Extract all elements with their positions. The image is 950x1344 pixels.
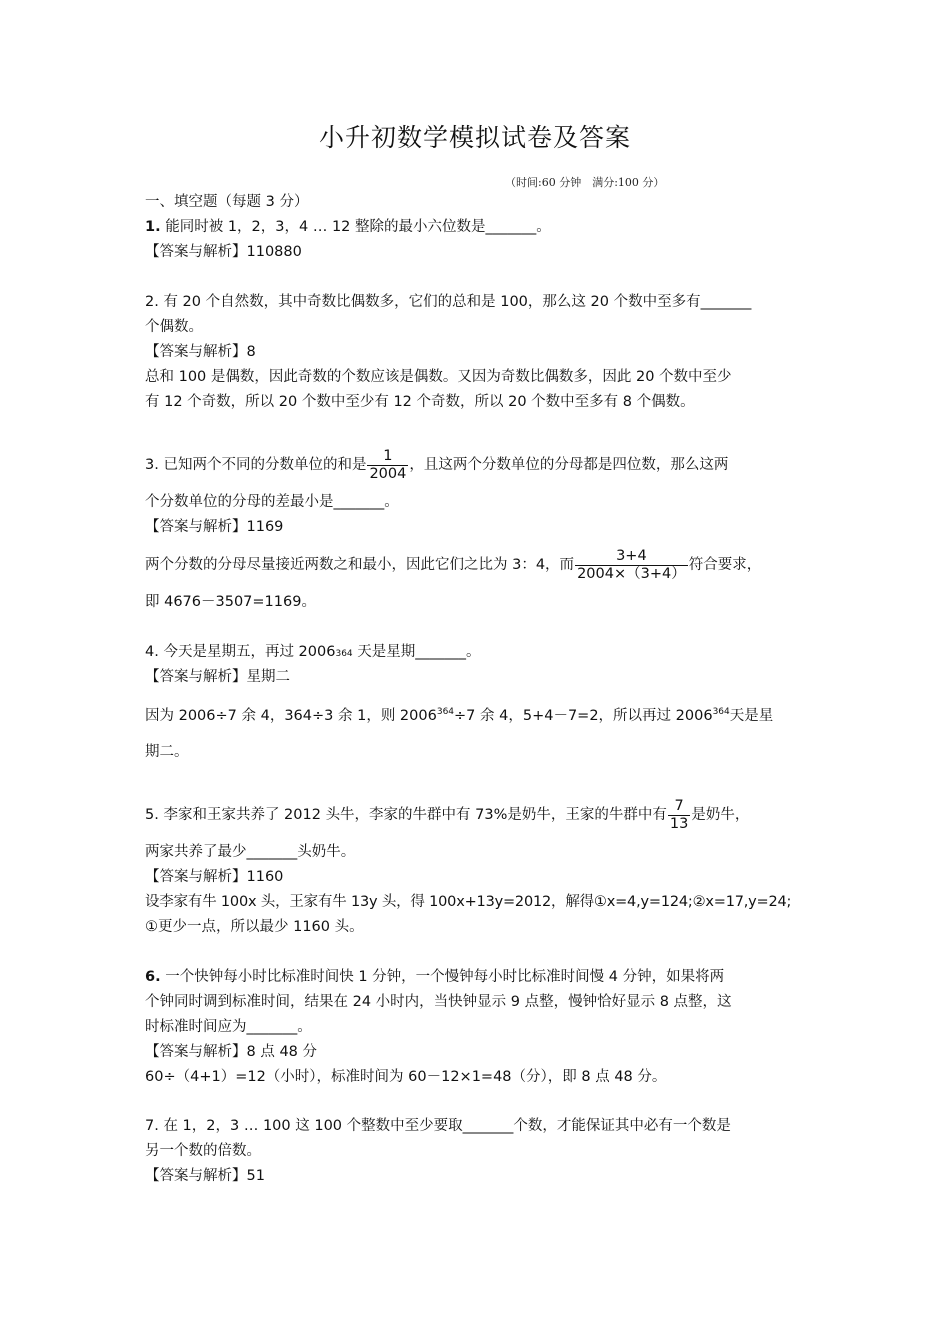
fraction	[367, 448, 408, 483]
fraction	[668, 798, 690, 833]
question-text: 能同时被 1，2，3，4 … 12 整除的最小六位数是_______。	[165, 219, 551, 235]
exponent: 364	[436, 707, 455, 717]
explanation-4-line-1	[145, 706, 810, 728]
fraction-numerator: 1	[367, 448, 408, 466]
section-heading: 一、填空题（每题 3 分）	[145, 194, 309, 210]
question-7-line-2: 另一个数的倍数。	[145, 1143, 261, 1159]
question-5-line-1	[145, 795, 810, 835]
question-text: 是奶牛，	[691, 807, 750, 823]
fraction-numerator: 7	[668, 798, 690, 816]
question-6-line-2: 个钟同时调到标准时间，结果在 24 小时内，当快钟显示 9 点整，慢钟恰好显示 8 点整，这	[145, 994, 732, 1010]
answer-3: 【答案与解析】1169	[145, 519, 284, 535]
answer-4: 【答案与解析】星期二	[145, 669, 290, 685]
fraction-denominator: 13	[669, 815, 689, 832]
question-number: 6.	[145, 969, 161, 985]
exponent: 364	[335, 649, 353, 659]
question-text: 天是星期_______。	[352, 644, 481, 660]
explanation-2-line-1: 总和 100 是偶数，因此奇数的个数应该是偶数。又因为奇数比偶数多，因此 20 个数中至少	[145, 369, 732, 385]
question-3-line-1	[145, 445, 810, 485]
exam-info: （时间:60 分钟 满分:100 分）	[505, 176, 665, 189]
question-1	[145, 217, 810, 237]
explanation-text: ÷7 余 4，5+4－7=2，所以再过 2006	[454, 708, 713, 724]
question-text: 4. 今天是星期五，再过 2006	[145, 644, 336, 660]
answer-6: 【答案与解析】8 点 48 分	[145, 1044, 318, 1060]
question-text: 5. 李家和王家共养了 2012 头牛，李家的牛群中有 73%是奶牛，王家的牛群中有	[145, 807, 667, 823]
question-number: 1.	[145, 219, 161, 235]
answer-1: 【答案与解析】110880	[145, 244, 302, 260]
page-title: 小升初数学模拟试卷及答案	[318, 123, 631, 152]
question-text: ，且这两个分数单位的分母都是四位数，那么这两	[409, 457, 729, 473]
explanation-3-line-1	[145, 545, 810, 585]
question-2-line-1: 2. 有 20 个自然数，其中奇数比偶数多，它们的总和是 100，那么这 20 个数中至多有_______	[145, 294, 752, 310]
explanation-5-line-1: 设李家有牛 100x 头，王家有牛 13y 头，得 100x+13y=2012，解得①x=4,y=124;②x=17,y=24;	[145, 894, 792, 910]
explanation-text: 天是星	[729, 708, 774, 724]
explanation-3-line-2: 即 4676－3507=1169。	[145, 594, 316, 610]
fraction-numerator: 3+4	[575, 548, 688, 566]
explanation-text: 因为 2006÷7 余 4，364÷3 余 1，则 2006	[145, 708, 437, 724]
exponent: 364	[712, 707, 730, 717]
answer-2: 【答案与解析】8	[145, 344, 256, 360]
question-2-line-2: 个偶数。	[145, 319, 203, 335]
fraction	[575, 548, 688, 583]
fraction-denominator: 2004×（3+4）	[577, 565, 686, 582]
fraction-denominator: 2004	[369, 465, 407, 482]
question-6-line-3: 时标准时间应为_______。	[145, 1019, 312, 1035]
question-3-line-2: 个分数单位的分母的差最小是_______。	[145, 494, 399, 510]
question-4	[145, 642, 810, 664]
explanation-text: 符合要求，	[688, 557, 762, 573]
question-6-line-1	[145, 967, 810, 987]
question-text: 一个快钟每小时比标准时间快 1 分钟，一个慢钟每小时比标准时间慢 4 分钟，如果将两	[165, 969, 725, 985]
answer-7: 【答案与解析】51	[145, 1168, 265, 1184]
answer-5: 【答案与解析】1160	[145, 869, 284, 885]
explanation-2-line-2: 有 12 个奇数，所以 20 个数中至少有 12 个奇数，所以 20 个数中至多有 8 个偶数。	[145, 394, 695, 410]
explanation-4-line-2: 期二。	[145, 744, 189, 760]
question-7-line-1: 7. 在 1，2，3 … 100 这 100 个整数中至少要取_______个数，才能保证其中必有一个数是	[145, 1118, 731, 1134]
explanation-6-line-1: 60÷（4+1）=12（小时），标准时间为 60－12×1=48（分），即 8 点 48 分。	[145, 1069, 667, 1085]
explanation-5-line-2: ①更少一点，所以最少 1160 头。	[145, 919, 364, 935]
question-text: 3. 已知两个不同的分数单位的和是	[145, 457, 367, 473]
explanation-text: 两个分数的分母尽量接近两数之和最小，因此它们之比为 3：4，而	[145, 557, 575, 573]
question-5-line-2: 两家共养了最少_______头奶牛。	[145, 844, 356, 860]
